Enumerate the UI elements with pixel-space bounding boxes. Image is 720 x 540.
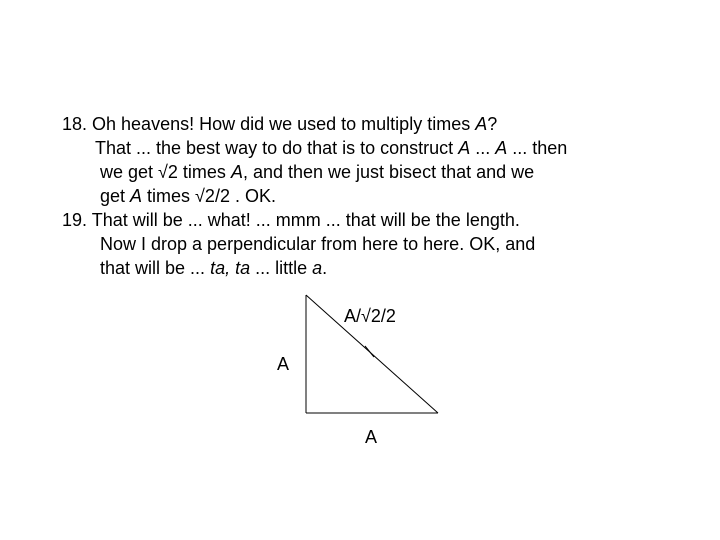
variable-a: A: [130, 186, 143, 206]
line-text: ...: [470, 138, 496, 158]
line-text: .: [322, 258, 328, 278]
variable-a: A: [230, 162, 243, 182]
left-side-label: A: [277, 354, 290, 374]
line-text: ... little: [250, 258, 313, 278]
base-label: A: [365, 427, 378, 447]
line-text: ... then: [507, 138, 568, 158]
line-text: we get √2 times: [100, 162, 231, 182]
line-text: , and then we just bisect that and we: [242, 162, 535, 182]
line-text: 18. Oh heavens! How did we used to multiply times: [62, 114, 476, 134]
hypotenuse-label: A/√2/2: [344, 306, 396, 326]
variable-a: a: [312, 258, 323, 278]
line-text: 19. That will be ... what! ... mmm ... that will be the length.: [62, 210, 520, 230]
variable-ta: ta, ta: [210, 258, 251, 278]
line-text: Now I drop a perpendicular from here to here. OK, and: [100, 234, 536, 254]
line-text: ?: [487, 114, 498, 134]
line-text: get: [100, 186, 131, 206]
variable-a: A: [458, 138, 471, 158]
line-text: times √2/2 . OK.: [142, 186, 276, 206]
variable-a: A: [495, 138, 508, 158]
line-text: that will be ...: [100, 258, 211, 278]
line-text: That ... the best way to do that is to construct: [95, 138, 459, 158]
bisect-tick-mark: [365, 346, 374, 357]
variable-a: A: [475, 114, 488, 134]
